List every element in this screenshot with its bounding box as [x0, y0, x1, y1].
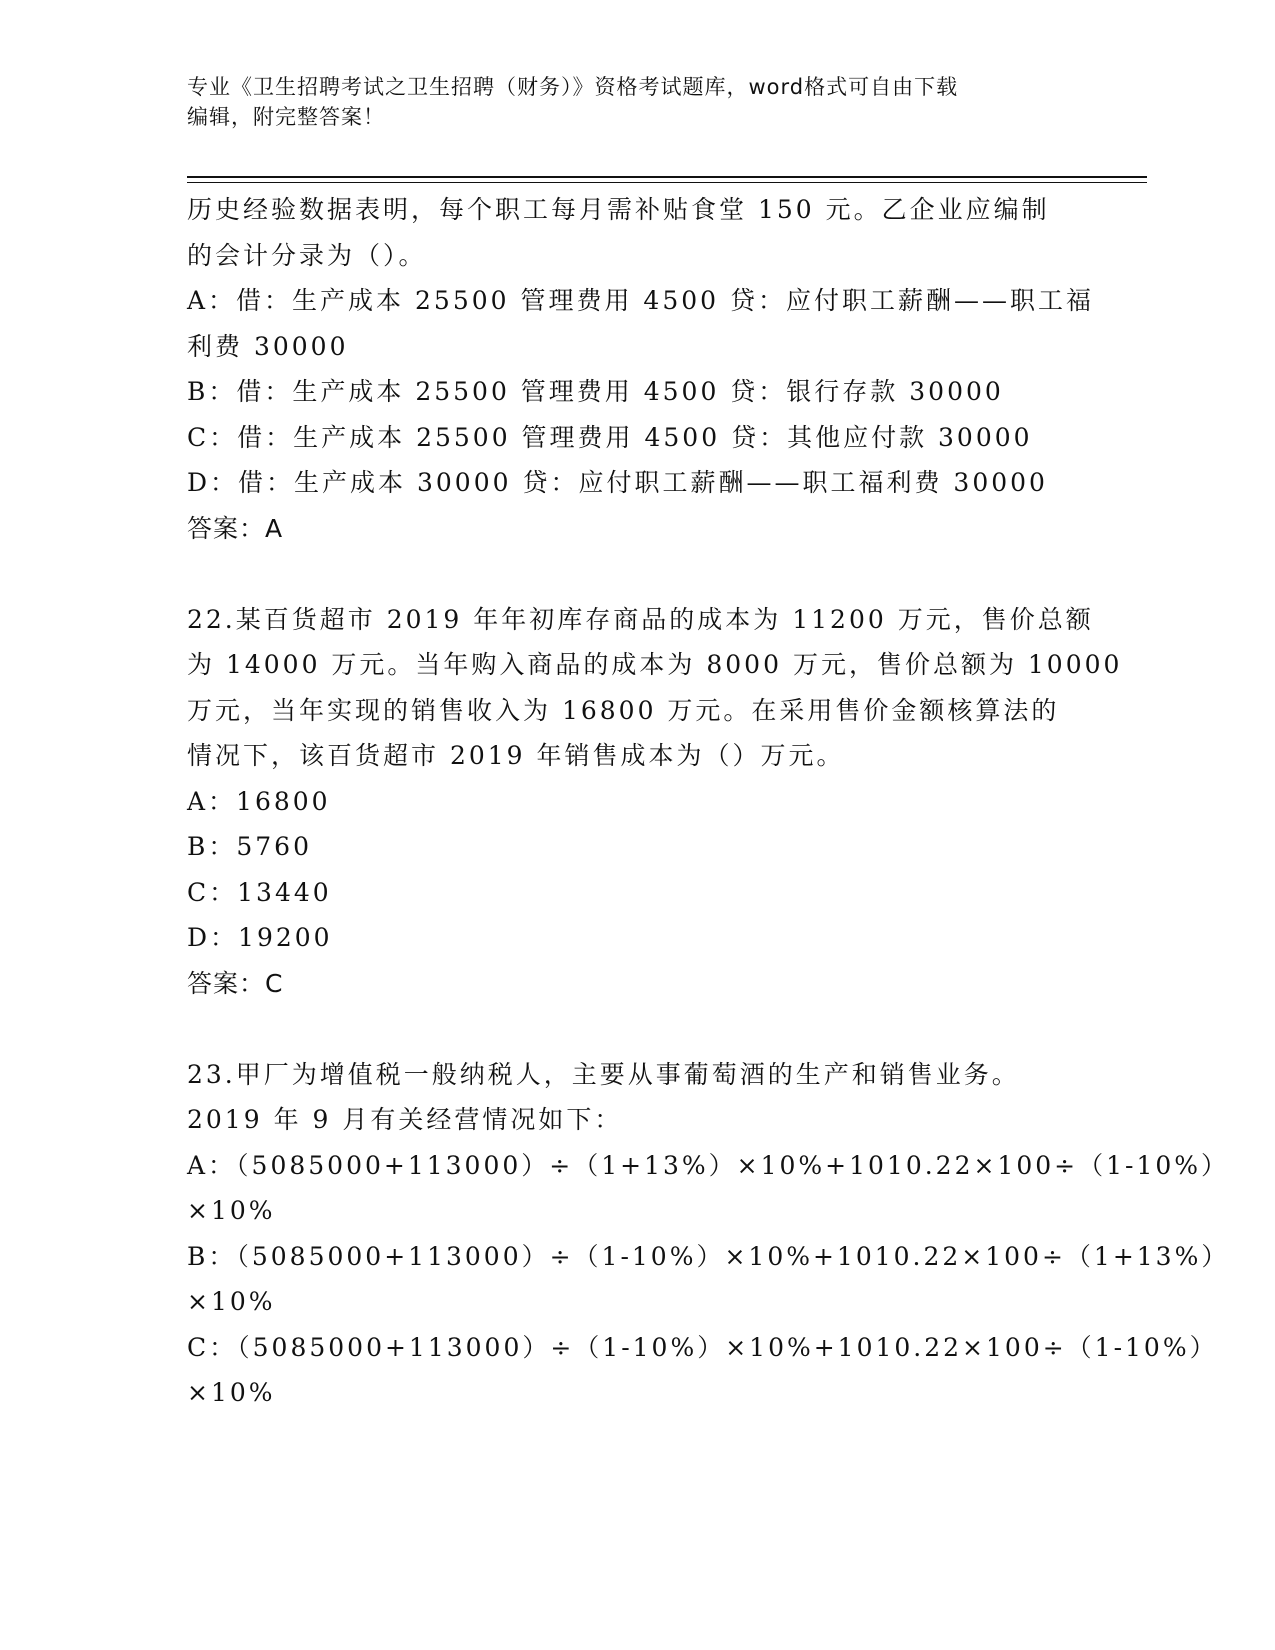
q22-stem-line-2: 为 14000 万元。当年购入商品的成本为 8000 万元，售价总额为 10000 — [187, 650, 1123, 679]
q21-option-b: B：借：生产成本 25500 管理费用 4500 贷：银行存款 30000 — [187, 377, 1004, 406]
q23-option-b-line-2: ×10% — [187, 1287, 276, 1316]
q21-option-a-line-2: 利费 30000 — [187, 331, 349, 361]
spacer — [187, 551, 1087, 597]
q23-option-c-line-1: C：（5085000+113000）÷（1-10%）×10%+1010.22×100÷（1-10%） — [187, 1332, 1218, 1362]
q21-option-c: C：借：生产成本 25500 管理费用 4500 贷：其他应付款 30000 — [187, 422, 1033, 452]
q21-stem-line-2: 的会计分录为（）。 — [187, 240, 427, 270]
q22-stem-line-1: 22.某百货超市 2019 年年初库存商品的成本为 11200 万元，售价总额 — [187, 604, 1094, 634]
q23-option-a-line-2: ×10% — [187, 1196, 276, 1225]
header-rule-thin — [187, 182, 1147, 183]
header-line-1: 专业《卫生招聘考试之卫生招聘（财务）》资格考试题库，word格式可自由下载 — [187, 75, 959, 99]
q22-option-d: D：19200 — [187, 923, 333, 952]
q21-option-a-line-1: A：借：生产成本 25500 管理费用 4500 贷：应付职工薪酬——职工福 — [187, 286, 1094, 315]
q22-option-b: B：5760 — [187, 832, 312, 861]
header-rule-thick — [187, 176, 1147, 178]
q21-stem-line-1: 历史经验数据表明，每个职工每月需补贴食堂 150 元。乙企业应编制 — [187, 195, 1050, 224]
q22-stem-line-3: 万元，当年实现的销售收入为 16800 万元。在采用售价金额核算法的 — [187, 695, 1060, 725]
q23-option-b-line-1: B：（5085000+113000）÷（1-10%）×10%+1010.22×100÷（1+13%） — [187, 1241, 1230, 1271]
q23-option-c-line-2: ×10% — [187, 1378, 276, 1407]
q23-stem-line-1: 23.甲厂为增值税一般纳税人，主要从事葡萄酒的生产和销售业务。 — [187, 1059, 1020, 1089]
q21-answer: 答案：A — [187, 513, 284, 543]
document-header — [187, 72, 1087, 132]
q21-option-d: D：借：生产成本 30000 贷：应付职工薪酬——职工福利费 30000 — [187, 468, 1048, 497]
q22-stem-line-4: 情况下，该百货超市 2019 年销售成本为（）万元。 — [187, 741, 845, 770]
q22-option-a: A：16800 — [187, 786, 331, 816]
header-line-2: 编辑，附完整答案！ — [187, 105, 385, 129]
q22-answer: 答案：C — [187, 968, 284, 998]
question-body — [187, 187, 1230, 1416]
q23-stem-line-2: 2019 年 9 月有关经营情况如下： — [187, 1105, 623, 1134]
spacer — [187, 1006, 1087, 1052]
q22-option-c: C：13440 — [187, 877, 332, 907]
q23-option-a-line-1: A：（5085000+113000）÷（1+13%）×10%+1010.22×100÷（1-10%） — [187, 1150, 1230, 1180]
